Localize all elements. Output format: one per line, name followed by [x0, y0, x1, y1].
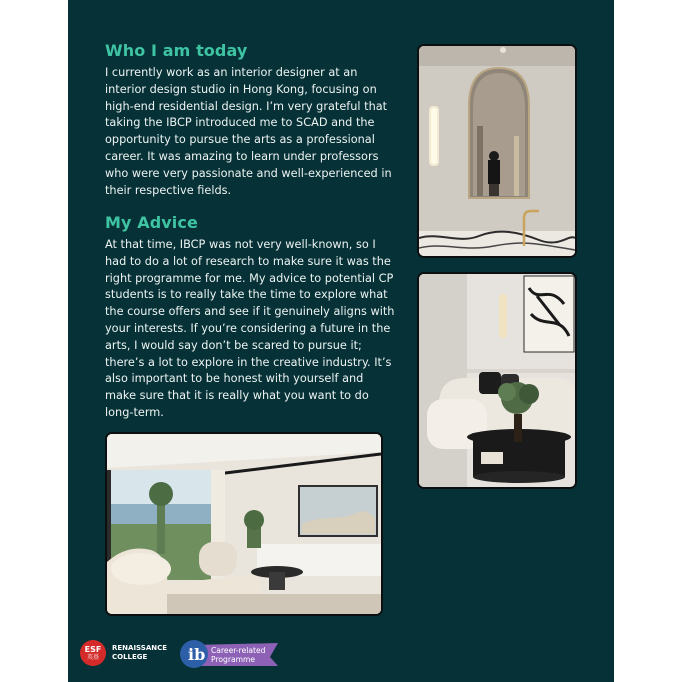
esf-logo-text: ESF [84, 645, 102, 654]
ib-label-line1: Career-related [211, 646, 266, 655]
school-name-line1: RENAISSANCE [112, 644, 168, 652]
ib-mark: ib [188, 645, 206, 664]
page [68, 0, 614, 682]
sea-view-living-room-photo [105, 432, 383, 616]
heading-who-i-am-today: Who I am today [105, 41, 248, 60]
school-name [112, 644, 167, 661]
ib-label-line2: Programme [211, 655, 256, 664]
ib-career-related-programme-logo [180, 639, 280, 669]
paragraph-my-advice: At that time, IBCP was not very well-known, so I had to do a lot of research to make sure it was the right programme for me. My advice to potential CP students is to really take the time to explore what the course offers and see if it genuinely aligns with your interests. If you’re considering a future in the arts, I would say don’t be scared to pursue it; there’s a lot to explore in the creative industry. It’s also important to be honest with yourself and make sure that it is really what you want to do long-term. [105, 238, 395, 419]
esf-logo-chinese-text: 英基 [86, 654, 99, 661]
esf-logo [80, 640, 106, 666]
living-room-sofa-photo [417, 272, 577, 489]
paragraph-who-i-am-today: I currently work as an interior designer at an interior design studio in Hong Kong, focusing on high-end residential design. I’m very grateful that taking the IBCP introduced me to SCAD and the opportunity to pursue the arts as a professional career. It was amazing to learn under professors who were very passionate and well-experienced in their respective fields. [105, 66, 392, 197]
bathroom-mirror-photo [417, 44, 577, 258]
heading-my-advice: My Advice [105, 213, 198, 232]
school-name-line2: COLLEGE [112, 652, 148, 661]
